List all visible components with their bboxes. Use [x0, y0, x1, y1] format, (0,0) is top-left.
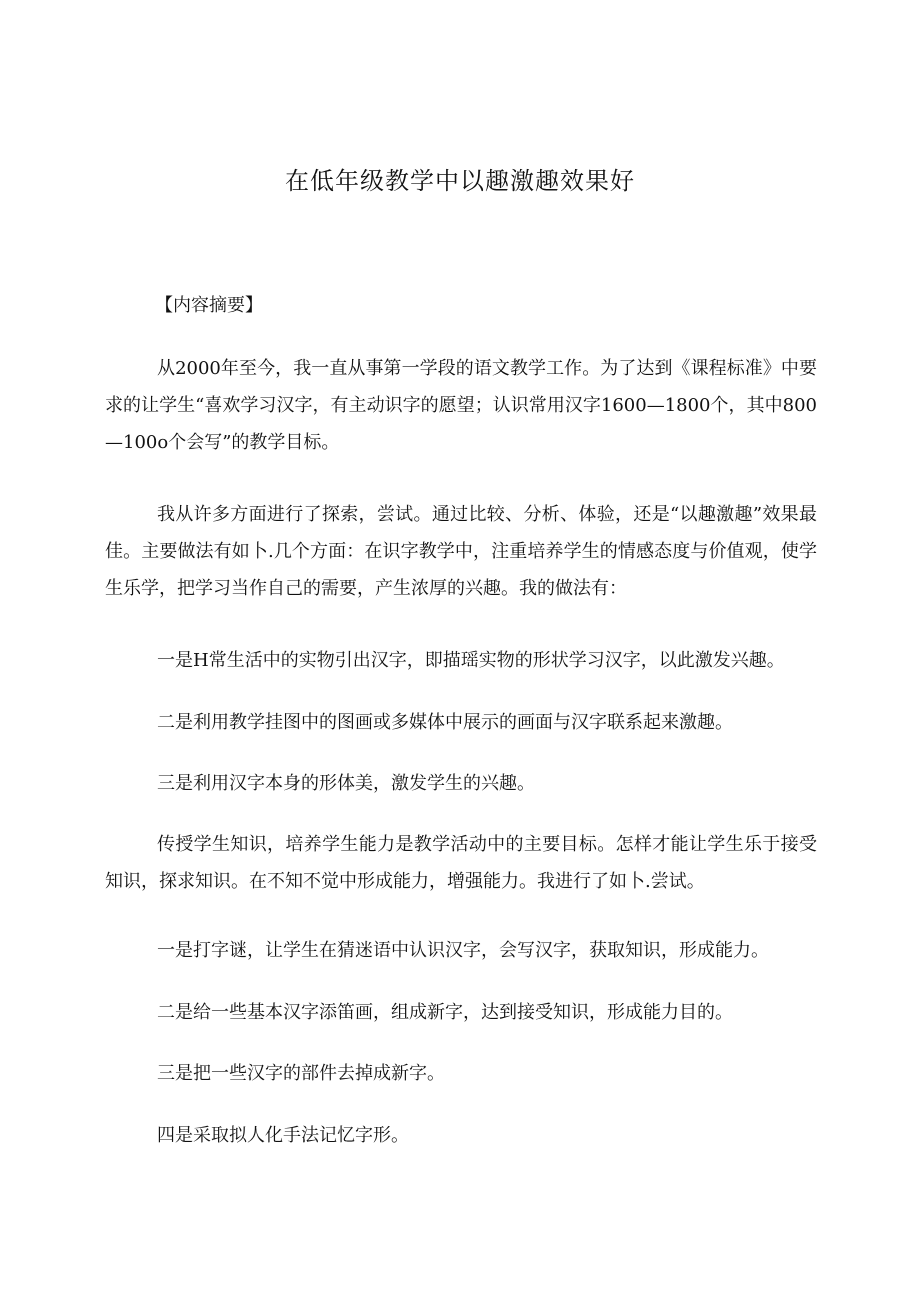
- paragraph-4: 二是利用教学挂图中的图画或多媒体中展示的画面与汉字联系起来激趣。: [157, 712, 733, 733]
- paragraph-3: 一是H常生活中的实物引出汉字，即描瑶实物的形状学习汉字，以此激发兴趣。: [157, 650, 785, 671]
- paragraph-1: 从2000年至今，我一直从事第一学段的语文教学工作。为了达到《课程标准》中要求的让学生“喜欢学习汉字，有主动识字的愿望；认识常用汉字1600—1800个，其中800—100o个会写”的教学目标。: [105, 358, 817, 453]
- document-title: 在低年级教学中以趣激趣效果好: [285, 167, 635, 195]
- paragraph-8: 二是给一些基本汉字添笛画，组成新字，达到接受知识，形成能力目的。: [157, 1002, 733, 1023]
- paragraph-7: 一是打字谜，让学生在猜迷语中认识汉字，会写汉字，获取知识，形成能力。: [157, 940, 769, 961]
- paragraph-6: 传授学生知识，培养学生能力是教学活动中的主要目标。怎样才能让学生乐于接受知识，探求知识。在不知不觉中形成能力，增强能力。我进行了如卜.尝试。: [105, 834, 817, 892]
- paragraph-9: 三是把一些汉字的部件去掉成新字。: [157, 1063, 445, 1084]
- paragraph-2: 我从许多方面进行了探索，尝试。通过比较、分析、体验，还是“以趣激趣”效果最佳。主要做法有如卜.几个方面：在识字教学中，注重培养学生的情感态度与价值观，使学生乐学，把学习当作自己的需要，产生浓厚的兴趣。我的做法有：: [105, 504, 817, 599]
- paragraph-10: 四是采取拟人化手法记忆字形。: [157, 1125, 409, 1146]
- abstract-heading: 【内容摘要】: [155, 295, 263, 316]
- paragraph-5: 三是利用汉字本身的形体美，激发学生的兴趣。: [157, 773, 535, 794]
